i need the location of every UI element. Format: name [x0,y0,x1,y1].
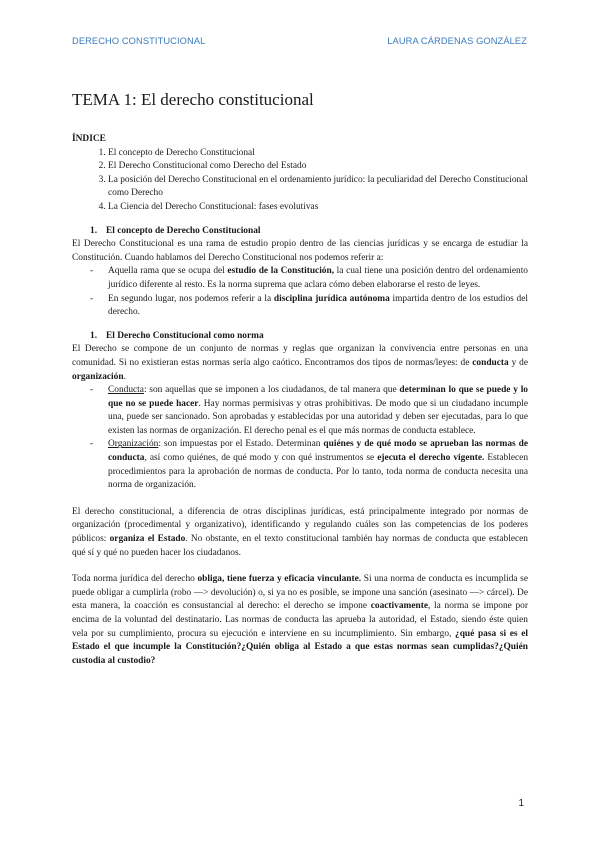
section-title: El Derecho Constitucional como norma [106,330,264,341]
section-number: 1. [90,225,98,236]
index-item: 1. El concepto de Derecho Constitucional [108,147,528,161]
index-item: 4. La Ciencia del Derecho Constitucional: fases evolutivas [108,201,528,215]
list-item: - En segundo lugar, nos podemos referir a la disciplina jurídica autónoma impartida dentro de los estudios del derecho. [108,293,528,320]
document-body [72,128,528,668]
index-item: 2. El Derecho Constitucional como Derecho del Estado [108,160,528,174]
index-item: 3. La posición del Derecho Constitucional en el ordenamiento jurídico: la peculiaridad del Derecho Constitucional como Derecho [108,174,528,201]
paragraph-organization: El derecho constitucional, a diferencia de otras disciplinas jurídicas, está principalmente integrado por normas de organización (procedimental y organizativo), identificando y regulando cuáles son las competencias de los poderes públicos: organiza el Estado. No obstante, en el texto constitucional también hay normas de conducta que establecen qué sí y qué no pueden hacer los ciudadanos. [72,506,528,558]
index-heading: ÍNDICE [72,134,106,144]
index-list [72,147,528,215]
list-item: - Aquella rama que se ocupa del estudio de la Constitución, la cual tiene una posición dentro del ordenamiento jurídico diferente al resto. Es la norma suprema que aclara cómo deben elaborarse el resto de leyes. [108,265,528,292]
list-item-organizacion: - Organización: son impuestas por el Estado. Determinan quiénes y de qué modo se aprueban las normas de conducta, así como quiénes, de qué modo y con qué instrumentos se ejecuta el derecho vigente. Establecen procedimientos para la aprobación de normas de conducta. Por lo tanto, toda norma de conducta necesita una norma de organización. [108,438,528,492]
section-2-intro: El Derecho se compone de un conjunto de normas y reglas que organizan la convivencia entre personas en una comunidad. Si no existieran estas normas sería algo caótico. Encontramos dos tipos de normas/leyes: de conducta y de organización. [72,344,528,382]
section-1-list [72,265,528,319]
section-number: 1. [90,330,98,341]
section-1-intro: El Derecho Constitucional es una rama de estudio propio dentro de las ciencias jurídicas y se encarga de estudiar la Constitución. Cuando hablamos del Derecho Constitucional nos podemos referir a: [72,239,528,263]
section-2-list [72,384,528,493]
list-item-conducta: - Conducta: son aquellas que se imponen a los ciudadanos, de tal manera que determinan lo que se puede y lo que no se puede hacer. Hay normas permisivas y otras prohibitivas. De modo que si un ciudadano incumple una, puede ser sancionado. Son aprobadas y establecidas por una autoridad y deben ser ejecutadas, para lo que existen las normas de organización. El derecho penal es el que más normas de conducta establece. [108,384,528,438]
header-left: DERECHO CONSTITUCIONAL [72,36,206,46]
page-number: 1 [518,798,524,809]
paragraph-coercion: Toda norma jurídica del derecho obliga, tiene fuerza y eficacia vinculante. Si una norma de conducta es incumplida se puede obligar a cumplirla (robo —> devolución) o, si ya no es posible, se impone una sanción (asesinato —> cárcel). De esta manera, la coacción es consustancial al derecho: el derecho se impone coactivamente, la norma se impone por encima de la voluntad del destinatario. Las normas de conducta las aprueba la autoridad, el Estado, siendo éste quien vela por su cumplimiento, procura su ejecución e interviene en su incumplimiento. Sin embargo, ¿qué pasa si es el Estado el que incumple la Constitución?¿Quién obliga al Estado a que estas normas sean cumplidas?¿Quién custodia al custodio? [72,574,529,666]
page-title: TEMA 1: El derecho constitucional [72,90,314,109]
section-1-heading [90,225,528,239]
section-title: El concepto de Derecho Constitucional [106,225,261,236]
section-2-heading [90,330,528,344]
header-right: LAURA CÁRDENAS GONZÁLEZ [387,36,527,46]
